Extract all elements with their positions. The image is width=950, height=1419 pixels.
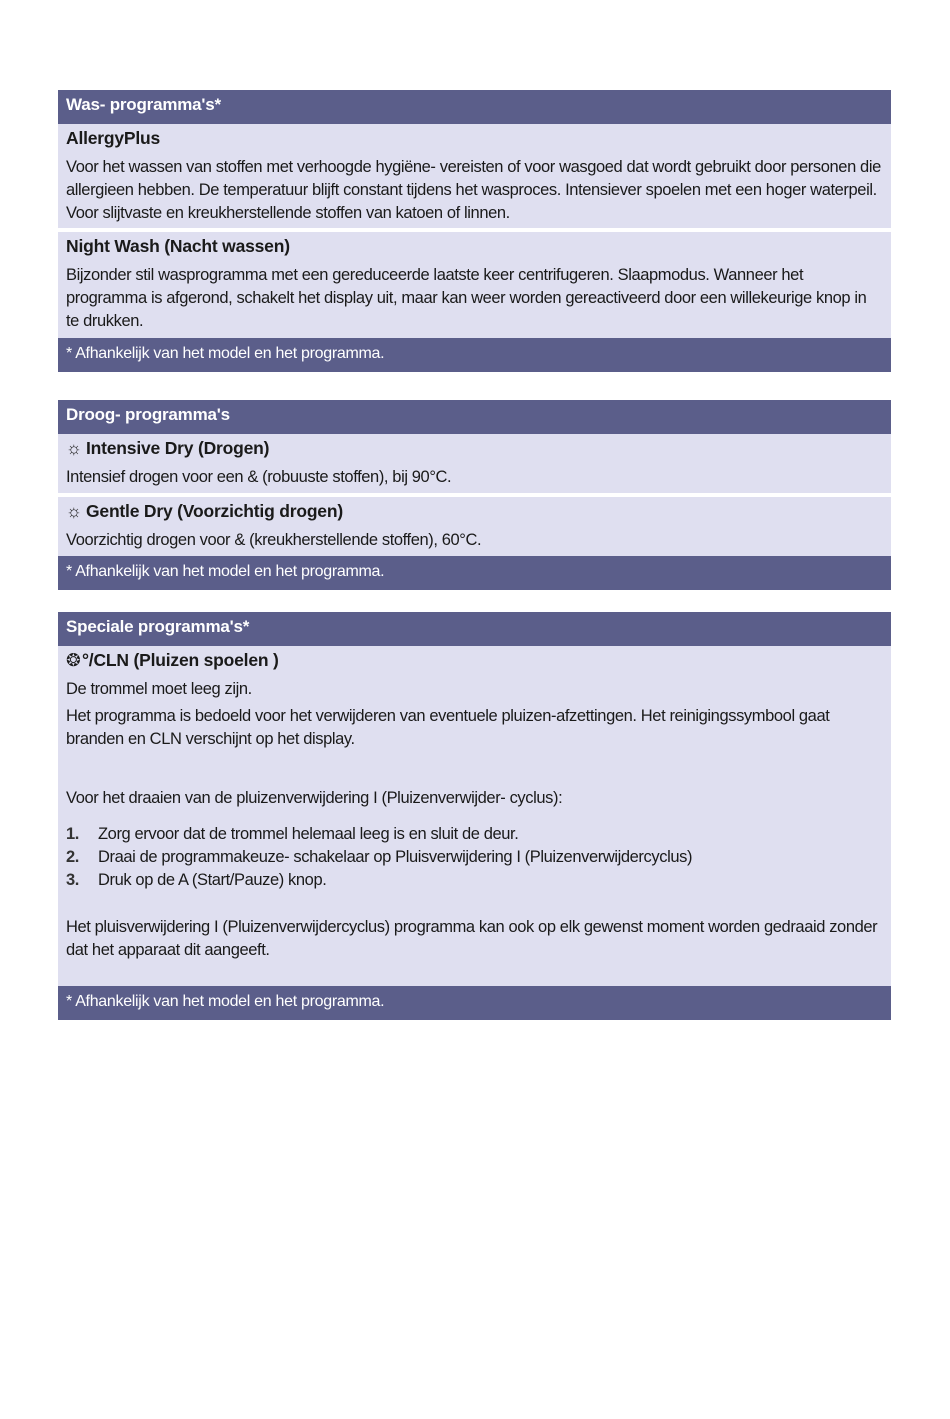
allergyplus-block [58,124,891,232]
was-programmas-footnote: * Afhankelijk van het model en het programma. [58,338,891,372]
droog-programmas-footnote: * Afhankelijk van het model en het programma. [58,556,891,590]
pluizen-spoelen-description: Het programma is bedoeld voor het verwijderen van eventuele pluizen-afzettingen. Het reinigingssymbool gaat branden en CLN verschijnt op het display. [66,707,830,748]
night-wash-block [58,232,891,338]
allergyplus-title: AllergyPlus [66,128,161,148]
gentle-dry-title: Gentle Dry (Voorzichtig drogen) [86,501,343,521]
droog-programmas-header: Droog- programma's [58,400,891,434]
night-wash-title: Night Wash (Nacht wassen) [66,236,290,256]
step-number: 2. [66,848,79,866]
list-item [66,869,883,892]
sun-small-icon: ☼ [66,501,82,521]
list-item [66,846,883,869]
pluizen-spoelen-note: De trommel moet leeg zijn. [66,680,252,698]
was-programmas-header: Was- programma's* [58,90,891,124]
allergyplus-text: Voor het wassen van stoffen met verhoogde hygiëne- vereisten of voor wasgoed dat wordt gebruikt door personen die allergieen hebben. De temperatuur blijft constant tijdens het wasproces. Intensiever spoelen met een hoger waterpeil. Voor slijtvaste en kreukherstellende stoffen van katoen of linnen. [66,158,881,222]
pluizen-spoelen-remark: Het pluisverwijdering I (Pluizenverwijdercyclus) programma kan ook op elk gewenst moment worden gedraaid zonder dat het apparaat dit aangeeft. [66,918,878,959]
gentle-dry-block [58,497,891,556]
droog-programmas-table [58,400,891,590]
pluizen-spoelen-intro: Voor het draaien van de pluizenverwijdering I (Pluizenverwijder- cyclus): [66,789,563,807]
intensive-dry-text: Intensief drogen voor een & (robuuste stoffen), bij 90°C. [66,468,452,486]
step-text: Zorg ervoor dat de trommel helemaal leeg is en sluit de deur. [98,825,519,843]
speciale-programmas-footnote: * Afhankelijk van het model en het programma. [58,986,891,1020]
pluizen-spoelen-block [58,646,891,986]
step-text: Draai de programmakeuze- schakelaar op Pluisverwijdering I (Pluizenverwijdercyclus) [98,848,693,866]
list-item [66,823,883,846]
speciale-programmas-header: Speciale programma's* [58,612,891,646]
sun-icon: ☼ [66,438,82,458]
pluizen-spoelen-steps [66,823,883,892]
night-wash-text: Bijzonder stil wasprogramma met een gereduceerde laatste keer centrifugeren. Slaapmodus. Wanneer het programma is afgerond, schakelt het display uit, maar kan weer worden gereactiveerd door een willekeurige knop in te drukken. [66,266,867,330]
step-number: 1. [66,825,79,843]
gentle-dry-text: Voorzichtig drogen voor & (kreukherstellende stoffen), 60°C. [66,531,482,549]
speciale-programmas-table [58,612,891,1020]
lint-drum-icon: ❂ [66,650,81,670]
was-programmas-table [58,90,891,372]
step-text: Druk op de A (Start/Pauze) knop. [98,871,327,889]
pluizen-spoelen-title: °/CLN (Pluizen spoelen ) [82,650,279,670]
intensive-dry-title: Intensive Dry (Drogen) [86,438,270,458]
step-number: 3. [66,871,79,889]
intensive-dry-block [58,434,891,497]
